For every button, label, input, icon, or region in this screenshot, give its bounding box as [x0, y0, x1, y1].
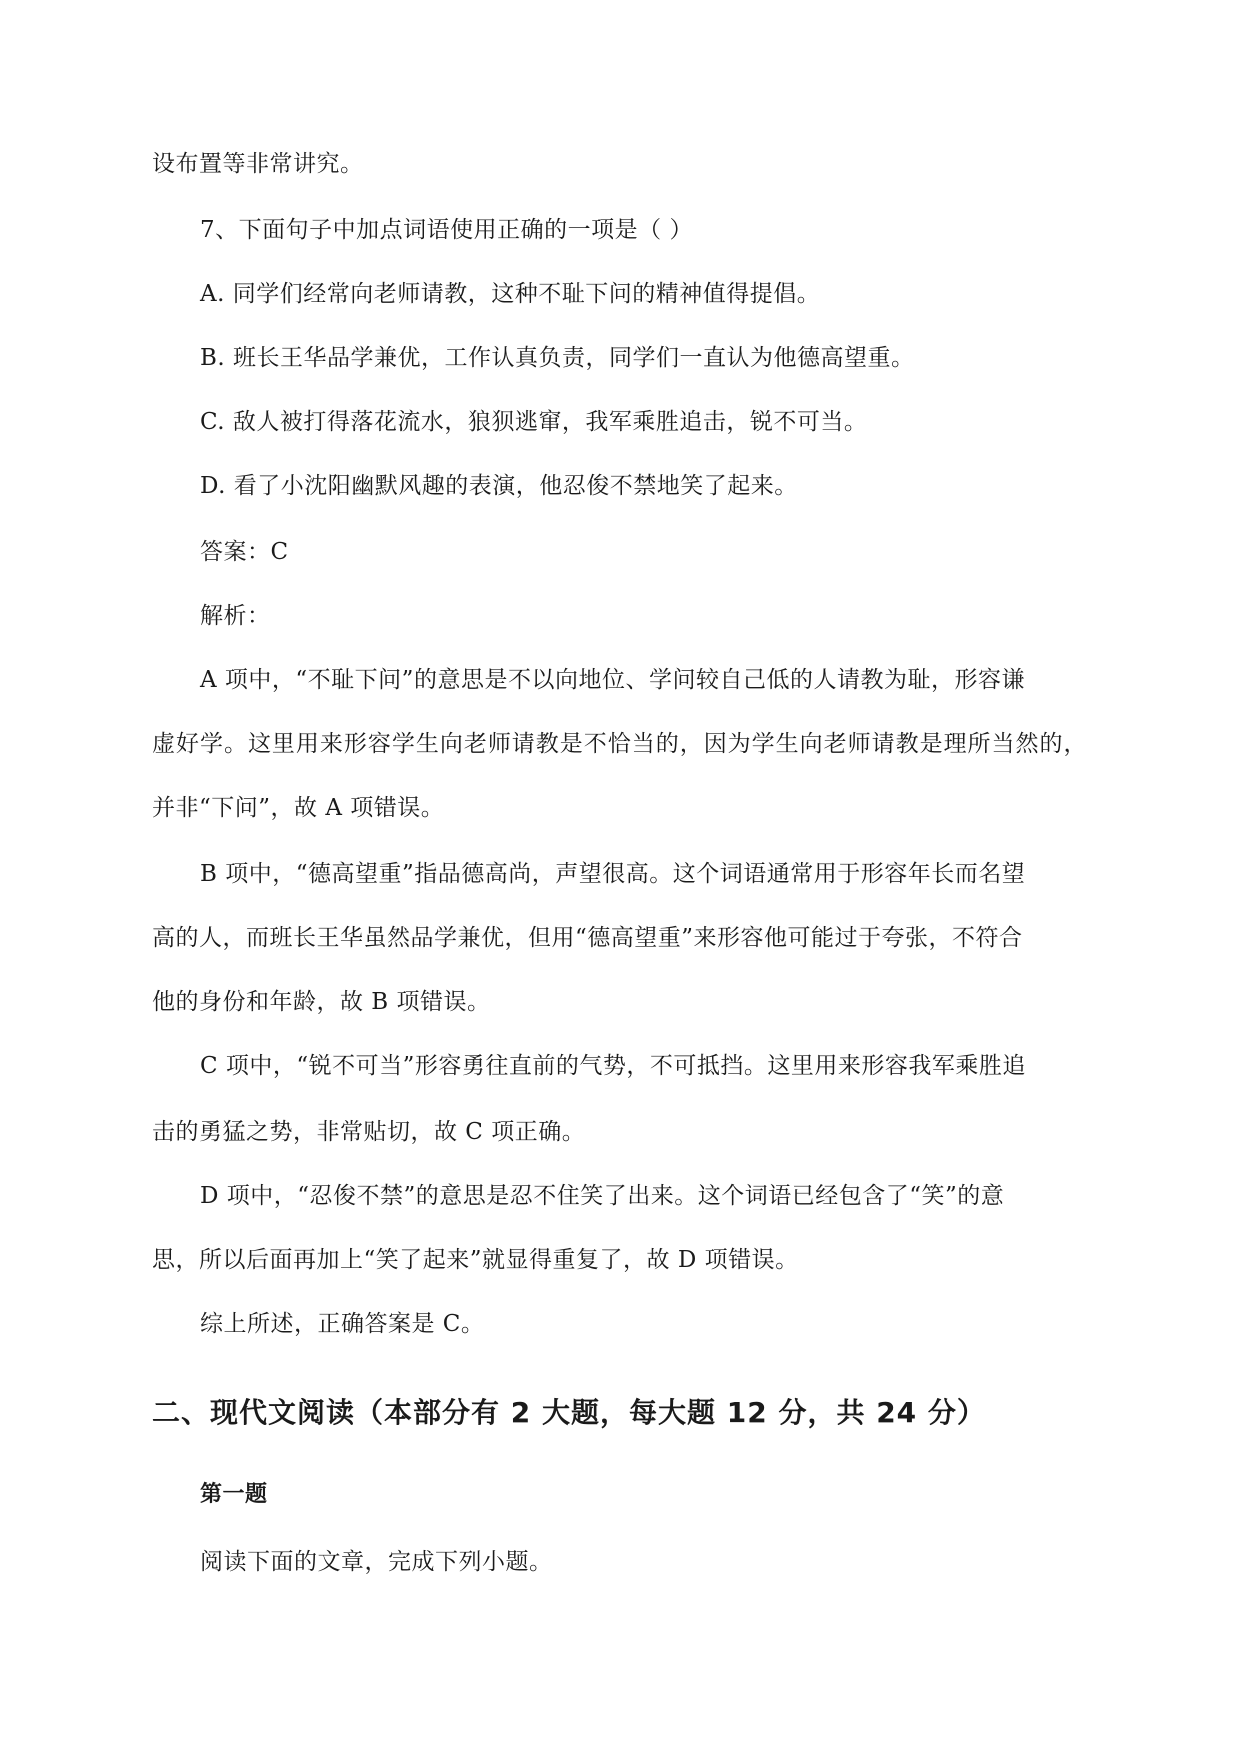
analysis-label: 解析：: [200, 603, 271, 629]
option-d: D. 看了小沈阳幽默风趣的表演，他忍俊不禁地笑了起来。: [200, 473, 798, 499]
analysis-a-line-1: A 项中，“不耻下问”的意思是不以向地位、学问较自己低的人请教为耻，形容谦: [200, 667, 1025, 693]
question-7-stem: 7、下面句子中加点词语使用正确的一项是（ ）: [200, 217, 693, 243]
analysis-b-line-2: 高的人，而班长王华虽然品学兼优，但用“德高望重”来形容他可能过于夸张，不符合: [152, 925, 1023, 951]
section-heading: 二、现代文阅读（本部分有 2 大题，每大题 12 分，共 24 分）: [152, 1396, 986, 1429]
reading-instruction: 阅读下面的文章，完成下列小题。: [200, 1549, 553, 1575]
paragraph-line: 设布置等非常讲究。: [152, 151, 364, 177]
analysis-c-line-1: C 项中，“锐不可当”形容勇往直前的气势，不可抵挡。这里用来形容我军乘胜追: [200, 1053, 1026, 1079]
analysis-a-line-3: 并非“下问”，故 A 项错误。: [152, 795, 445, 821]
option-a: A. 同学们经常向老师请教，这种不耻下问的精神值得提倡。: [200, 281, 821, 307]
analysis-a-line-2: 虚好学。这里用来形容学生向老师请教是不恰当的，因为学生向老师请教是理所当然的，: [152, 731, 1087, 757]
option-c: C. 敌人被打得落花流水，狼狈逃窜，我军乘胜追击，锐不可当。: [200, 409, 868, 435]
analysis-b-line-1: B 项中，“德高望重”指品德高尚，声望很高。这个词语通常用于形容年长而名望: [200, 861, 1026, 887]
analysis-b-line-3: 他的身份和年龄，故 B 项错误。: [152, 989, 491, 1015]
conclusion-line: 综上所述，正确答案是 C。: [200, 1311, 485, 1337]
option-b: B. 班长王华品学兼优，工作认真负责，同学们一直认为他德高望重。: [200, 345, 915, 371]
analysis-d-line-1: D 项中，“忍俊不禁”的意思是忍不住笑了出来。这个词语已经包含了“笑”的意: [200, 1183, 1005, 1209]
analysis-c-line-2: 击的勇猛之势，非常贴切，故 C 项正确。: [152, 1119, 586, 1145]
answer-line: 答案：C: [200, 539, 289, 565]
analysis-d-line-2: 思，所以后面再加上“笑了起来”就显得重复了，故 D 项错误。: [152, 1247, 799, 1273]
sub-heading: 第一题: [200, 1482, 268, 1507]
